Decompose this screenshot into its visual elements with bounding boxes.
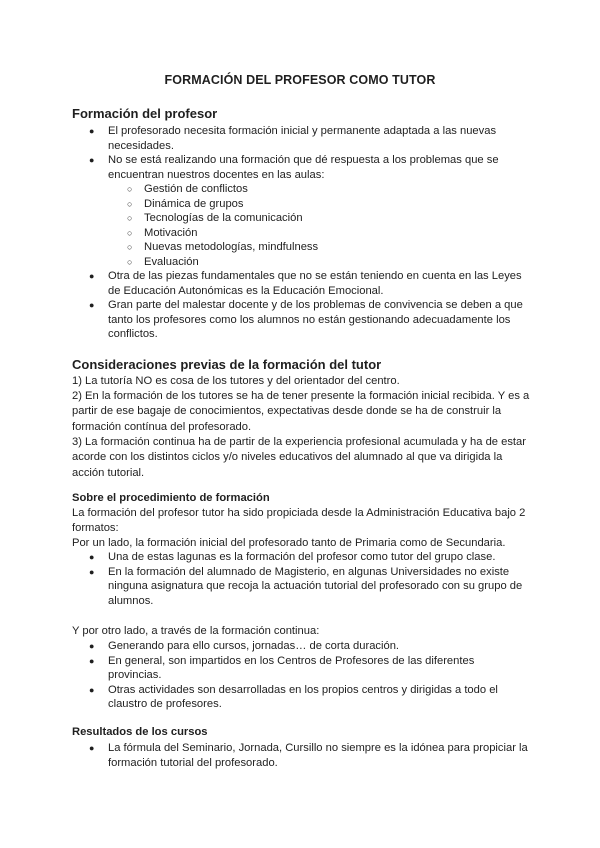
bullet-icon: ● bbox=[89, 641, 95, 651]
paragraph: 3) La formación continua ha de partir de la experiencia profesional acumulada y ha de estar acorde con los distintos ciclos y/o niveles educativos del alumnado al que va dirigida la acción tutorial. bbox=[72, 436, 526, 479]
list-item: ● Otras actividades son desarrolladas en los propios centros y dirigidas a todo el claustro de profesores. bbox=[89, 683, 498, 711]
list-item: ● En general, son impartidos en los Centros de Profesores de las diferentes provincias. bbox=[89, 654, 475, 682]
bullet-icon: ● bbox=[89, 684, 95, 695]
list-item: ○ Evaluación bbox=[127, 255, 199, 268]
bullet-list bbox=[89, 550, 528, 608]
section-heading-consideraciones: Consideraciones previas de la formación del tutor bbox=[72, 357, 382, 372]
paragraph: 2) En la formación de los tutores se ha de tener presente la formación inicial recibida. Y es a partir de ese bagaje de conocimientos, expectativas desde donde se ha de construir la formación contínua del profesorado. bbox=[72, 390, 530, 433]
circle-bullet-icon: ○ bbox=[127, 227, 133, 238]
section-heading-resultados: Resultados de los cursos bbox=[72, 726, 208, 738]
bullet-list bbox=[89, 269, 528, 342]
list-item: ● No se está realizando una formación que dé respuesta a los problemas que se encuentran nuestros docentes en las aulas: bbox=[89, 154, 499, 181]
list-item: ● La fórmula del Seminario, Jornada, Cursillo no siempre es la idónea para propiciar la formación tutorial del profesorado. bbox=[89, 742, 528, 769]
bullet-list bbox=[89, 741, 528, 770]
circle-bullet-icon: ○ bbox=[127, 213, 133, 224]
list-item: ● Otra de las piezas fundamentales que no se están teniendo en cuenta en las Leyes de Educación Autonómicas es la Educación Emocional. bbox=[89, 270, 522, 297]
paragraph: Y por otro lado, a través de la formación continua: bbox=[72, 625, 320, 637]
paragraph: 1) La tutoría NO es cosa de los tutores y del orientador del centro. bbox=[72, 375, 400, 387]
circle-bullet-icon: ○ bbox=[127, 242, 133, 253]
list-item: ○ Tecnologías de la comunicación bbox=[127, 212, 303, 225]
section-heading-formacion: Formación del profesor bbox=[72, 106, 218, 121]
list-item: ● En la formación del alumnado de Magisterio, en algunas Universidades no existe ninguna asignatura que recoja la actuación tutorial del profesorado con su grupo de alumnos. bbox=[89, 565, 523, 607]
bullet-icon: ● bbox=[89, 743, 95, 753]
circle-bullet-icon: ○ bbox=[127, 198, 133, 209]
circle-bullet-icon: ○ bbox=[127, 184, 133, 194]
bullet-list bbox=[89, 124, 528, 182]
paragraph: La formación del profesor tutor ha sido propiciada desde la Administración Educativa bajo 2 formatos: bbox=[72, 507, 526, 535]
list-item: ○ Nuevas metodologías, mindfulness bbox=[127, 241, 319, 254]
list-item: ● Una de estas lagunas es la formación del profesor como tutor del grupo clase. bbox=[89, 551, 496, 563]
sub-bullet-list bbox=[127, 182, 444, 270]
bullet-icon: ● bbox=[89, 271, 95, 281]
bullet-icon: ● bbox=[89, 126, 95, 136]
list-item: ○ Motivación bbox=[127, 226, 198, 239]
list-item: ● Gran parte del malestar docente y de los problemas de convivencia se deben a que tanto los profesores como los alumnos no están gestionando adecuadamente los conflictos. bbox=[89, 299, 523, 341]
bullet-list bbox=[89, 639, 528, 712]
circle-bullet-icon: ○ bbox=[127, 256, 133, 267]
list-item: ○ Dinámica de grupos bbox=[127, 197, 244, 210]
bullet-icon: ● bbox=[89, 566, 95, 577]
page-title: FORMACIÓN DEL PROFESOR COMO TUTOR bbox=[164, 73, 436, 87]
list-item: ○ Gestión de conflictos bbox=[127, 183, 248, 195]
bullet-icon: ● bbox=[89, 155, 95, 166]
bullet-icon: ● bbox=[89, 655, 95, 666]
paragraph: Por un lado, la formación inicial del profesorado tanto de Primaria como de Secundaria. bbox=[72, 537, 506, 549]
list-item: ● El profesorado necesita formación inicial y permanente adaptada a las nuevas necesidades. bbox=[89, 125, 497, 152]
list-item: ● Generando para ello cursos, jornadas… de corta duración. bbox=[89, 640, 400, 652]
bullet-icon: ● bbox=[89, 300, 95, 311]
bullet-icon: ● bbox=[89, 552, 95, 562]
section-heading-procedimiento: Sobre el procedimiento de formación bbox=[72, 492, 270, 504]
